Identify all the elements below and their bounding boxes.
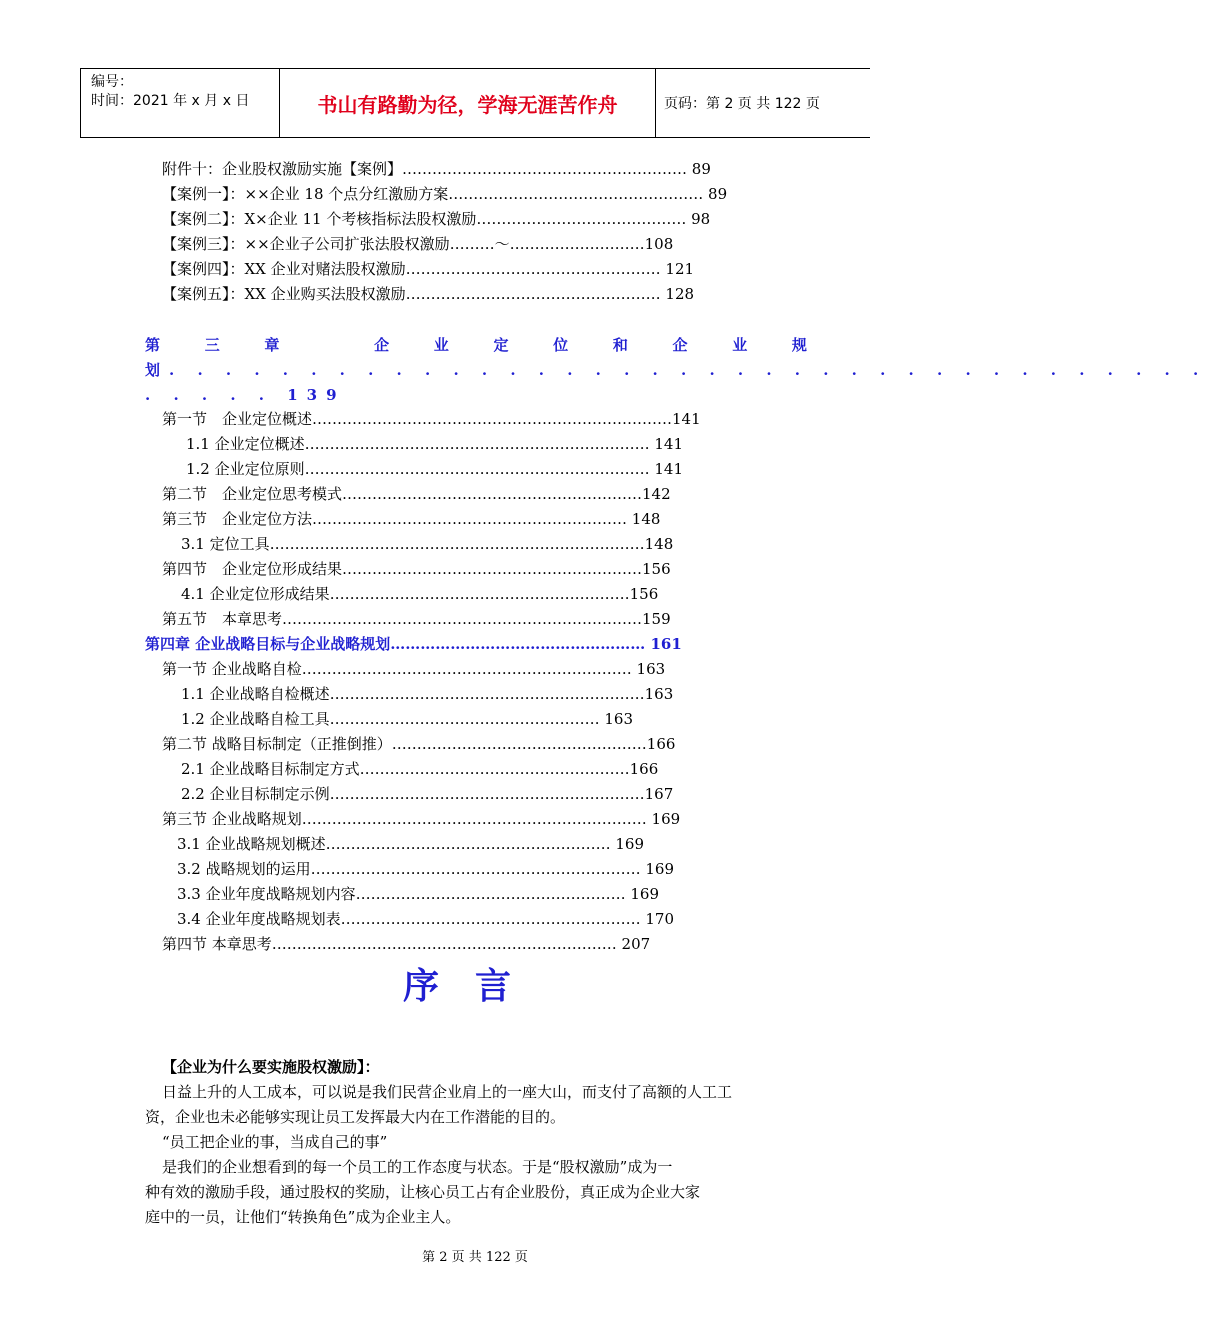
page-footer: 第 2 页 共 122 页 [422,1250,528,1265]
toc-section[interactable]: 第四节 企业定位形成结果……………………………………………………156 [162,560,671,578]
preface-title: 序言 [402,966,547,1007]
toc-section[interactable]: 第一节 企业定位概述………………………………………………………………141 [162,410,701,428]
toc-subsection[interactable]: 2.2 企业目标制定示例………………………………………………………167 [181,785,674,803]
chapter-3-title: 第 三 章 企 业 定 位 和 企 业 规 [145,336,807,354]
header-date: 时间：2021 年 x 月 x 日 [91,93,250,109]
preface-paragraph: 庭中的一员，让他们“转换角色”成为企业主人。 [145,1208,461,1226]
toc-section[interactable]: 第三节 企业战略规划…………………………………………………………… 169 [162,810,681,828]
preface-paragraph: 种有效的激励手段，通过股权的奖励，让核心员工占有企业股份，真正成为企业大家 [145,1183,701,1201]
toc-entry[interactable]: 【案例三】：××企业子公司扩张法股权激励………～………………………108 [162,235,674,253]
toc-chapter-3-heading[interactable] [145,333,1207,408]
preface-quote: “员工把企业的事，当成自己的事” [162,1133,388,1151]
chapter-3-leader: 划. . . . . . . . . . . . . . . . . . . . . . . . . . . . . . . . . . . . . [145,361,1207,379]
toc-section[interactable]: 第二节 战略目标制定（正推倒推）……………………………………………166 [162,735,676,753]
toc-chapter-4-heading[interactable]: 第四章 企业战略目标与企业战略规划…………………………………………… 161 [145,635,682,653]
toc-entry[interactable]: 【案例四】：XX 企业对赌法股权激励…………………………………………… 121 [162,260,695,278]
toc-entry[interactable]: 【案例一】：××企业 18 个点分红激励方案…………………………………………… 89 [162,185,728,203]
chapter-3-page: . . . . . 139 [145,386,346,404]
toc-subsection[interactable]: 3.3 企业年度战略规划内容……………………………………………… 169 [177,885,660,903]
preface-paragraph: 资，企业也未必能够实现让员工发挥最大内在工作潜能的目的。 [145,1108,566,1126]
preface-paragraph: 是我们的企业想看到的每一个员工的工作态度与状态。于是“股权激励”成为一 [162,1158,673,1176]
toc-subsection[interactable]: 1.2 企业定位原则…………………………………………………………… 141 [186,460,684,478]
preface-heading: 【企业为什么要实施股权激励】： [162,1058,380,1076]
toc-section[interactable]: 第四节 本章思考…………………………………………………………… 207 [162,935,651,953]
toc-section[interactable]: 第三节 企业定位方法……………………………………………………… 148 [162,510,661,528]
toc-subsection[interactable]: 3.1 定位工具…………………………………………………………………148 [181,535,674,553]
header-page-info: 页码：第 2 页 共 122 页 [655,69,870,137]
toc-entry[interactable]: 附件十：企业股权激励实施【案例】………………………………………………… 89 [162,160,711,178]
toc-entry[interactable]: 【案例五】：XX 企业购买法股权激励…………………………………………… 128 [162,285,695,303]
toc-subsection[interactable]: 3.2 战略规划的运用………………………………………………………… 169 [177,860,675,878]
toc-subsection[interactable]: 1.2 企业战略自检工具……………………………………………… 163 [181,710,634,728]
preface-paragraph: 日益上升的人工成本，可以说是我们民营企业肩上的一座大山，而支付了高额的人工工 [162,1083,733,1101]
toc-entry[interactable]: 【案例二】：X×企业 11 个考核指标法股权激励…………………………………… 98 [162,210,711,228]
toc-section[interactable]: 第一节 企业战略自检………………………………………………………… 163 [162,660,666,678]
header-number: 编号： [91,74,133,90]
toc-subsection[interactable]: 1.1 企业战略自检概述………………………………………………………163 [181,685,674,703]
toc-subsection[interactable]: 3.1 企业战略规划概述………………………………………………… 169 [177,835,645,853]
page-header [80,68,870,138]
toc-subsection[interactable]: 1.1 企业定位概述…………………………………………………………… 141 [186,435,684,453]
toc-subsection[interactable]: 3.4 企业年度战略规划表…………………………………………………… 170 [177,910,675,928]
toc-section[interactable]: 第二节 企业定位思考模式……………………………………………………142 [162,485,671,503]
toc-subsection[interactable]: 2.1 企业战略目标制定方式………………………………………………166 [181,760,659,778]
header-meta [80,69,280,137]
toc-subsection[interactable]: 4.1 企业定位形成结果……………………………………………………156 [181,585,659,603]
toc-section[interactable]: 第五节 本章思考………………………………………………………………159 [162,610,671,628]
header-motto: 书山有路勤为径，学海无涯苦作舟 [317,92,618,117]
